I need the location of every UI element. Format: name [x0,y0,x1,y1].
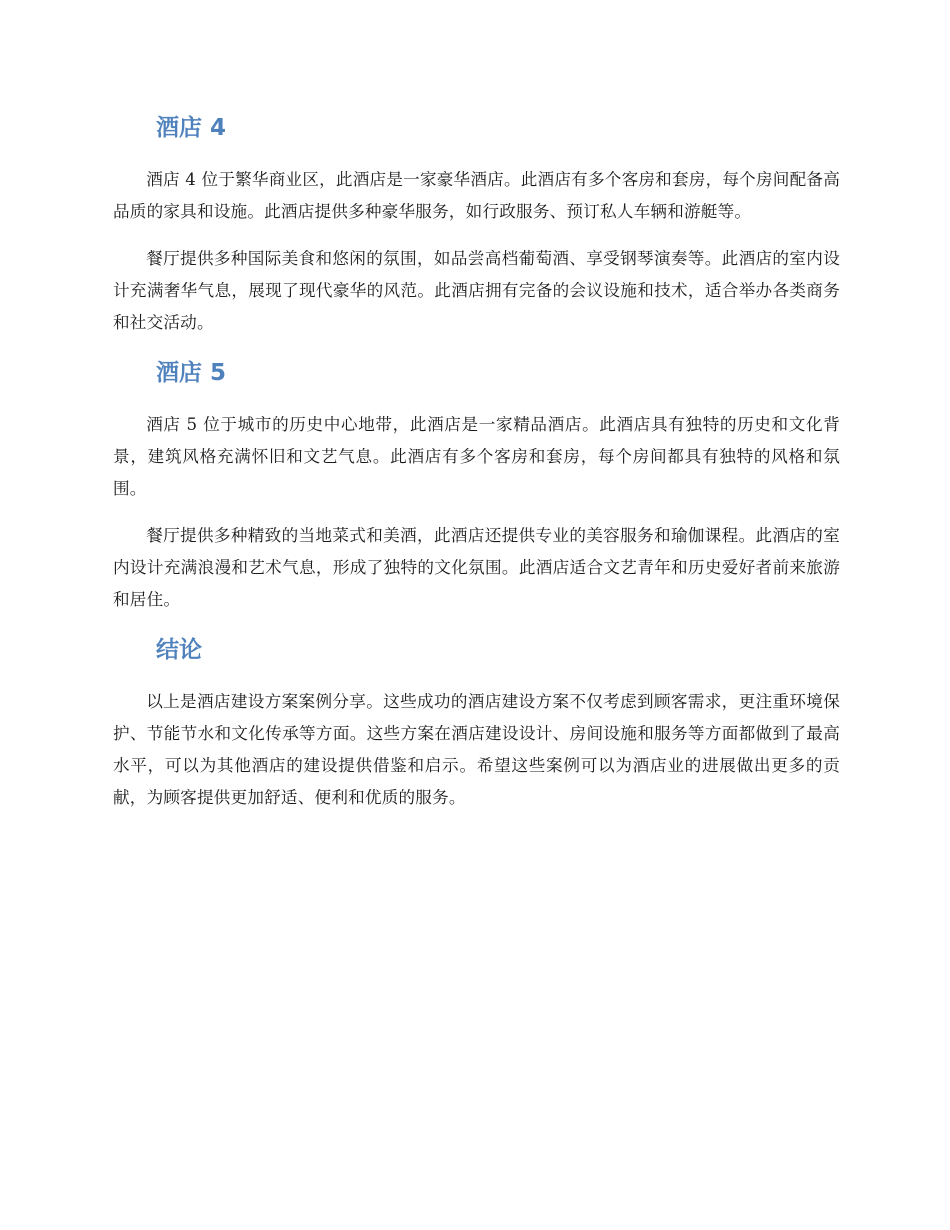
paragraph: 餐厅提供多种国际美食和悠闲的氛围，如品尝高档葡萄酒、享受钢琴演奏等。此酒店的室内设计充满奢华气息，展现了现代豪华的风范。此酒店拥有完备的会议设施和技术，适合举办各类商务和社交活动。 [113,249,840,332]
paragraph: 以上是酒店建设方案案例分享。这些成功的酒店建设方案不仅考虑到顾客需求，更注重环境保护、节能节水和文化传承等方面。这些方案在酒店建设设计、房间设施和服务等方面都做到了最高水平，可以为其他酒店的建设提供借鉴和启示。希望这些案例可以为酒店业的进展做出更多的贡献，为顾客提供更加舒适、便利和优质的服务。 [113,692,840,807]
paragraph: 酒店 4 位于繁华商业区，此酒店是一家豪华酒店。此酒店有多个客房和套房，每个房间配备高品质的家具和设施。此酒店提供多种豪华服务，如行政服务、预订私人车辆和游艇等。 [113,170,840,221]
paragraph: 酒店 5 位于城市的历史中心地带，此酒店是一家精品酒店。此酒店具有独特的历史和文化背景，建筑风格充满怀旧和文艺气息。此酒店有多个客房和套房，每个房间都具有独特的风格和氛围。 [113,415,840,498]
section-heading-hotel-4: 酒店 4 [156,115,227,141]
section-heading-conclusion: 结论 [156,637,202,663]
document-body [113,108,840,814]
paragraph: 餐厅提供多种精致的当地菜式和美酒，此酒店还提供专业的美容服务和瑜伽课程。此酒店的室内设计充满浪漫和艺术气息，形成了独特的文化氛围。此酒店适合文艺青年和历史爱好者前来旅游和居住。 [113,526,840,609]
section-heading-hotel-5: 酒店 5 [156,360,227,386]
